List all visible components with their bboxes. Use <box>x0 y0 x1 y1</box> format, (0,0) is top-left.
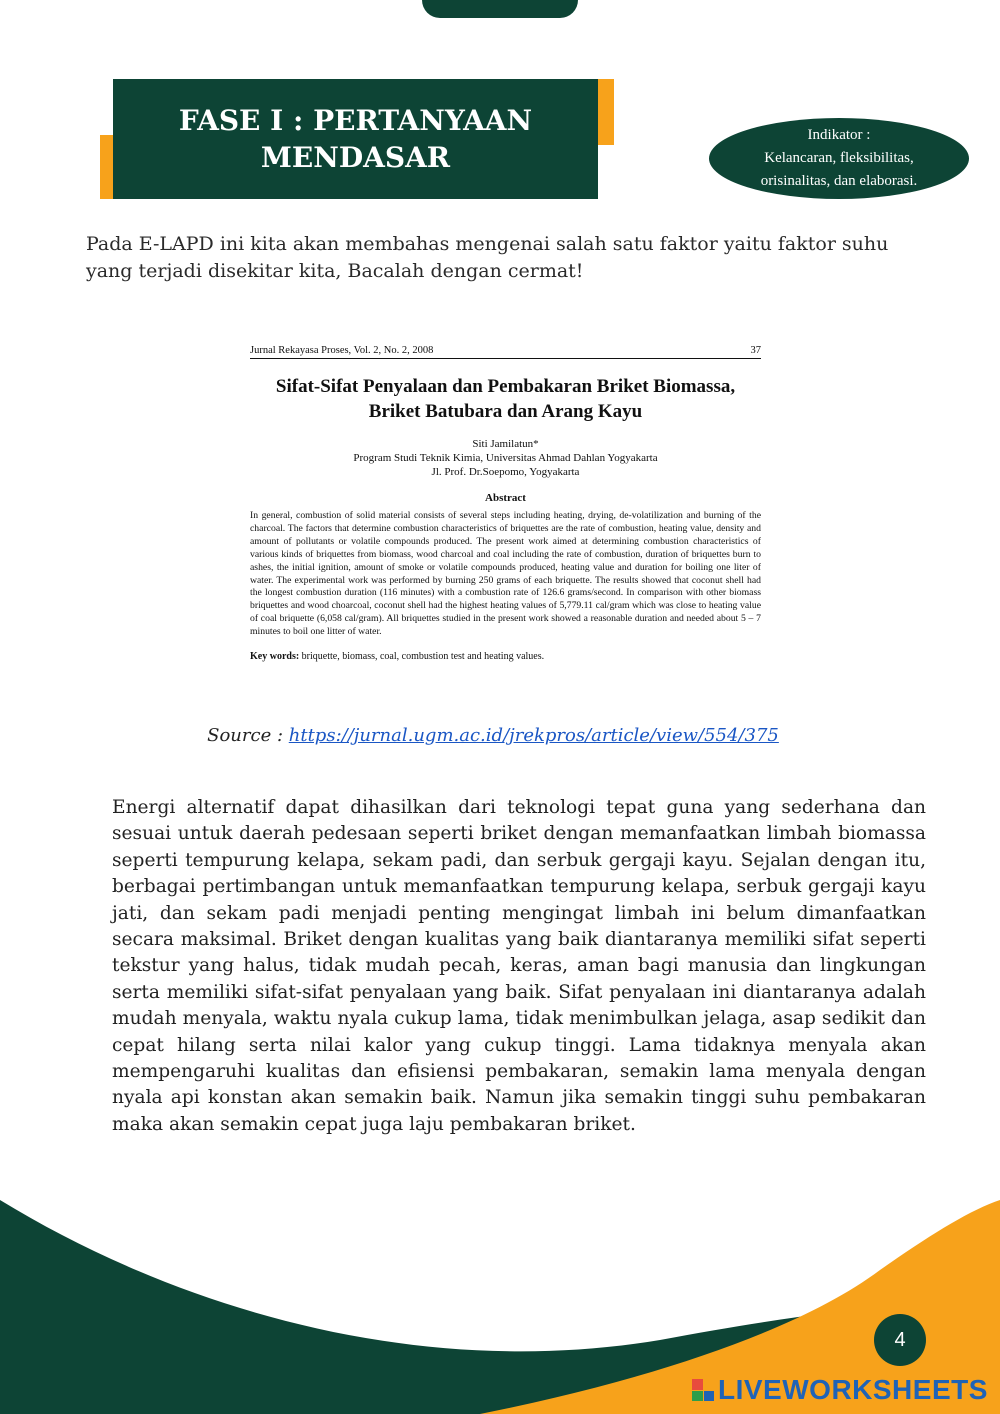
liveworksheets-logo-icon <box>692 1379 714 1401</box>
article-header <box>250 345 761 359</box>
indicator-line-2: orisinalitas, dan elaborasi. <box>760 173 918 189</box>
keywords-text: briquette, biomass, coal, combustion test and heating values. <box>301 651 545 663</box>
journal-article-image <box>250 345 761 681</box>
article-author: Siti Jamilatun* <box>472 438 539 450</box>
source-label: Source : <box>207 725 284 746</box>
journal-page: 37 <box>750 345 761 356</box>
article-address: Jl. Prof. Dr.Soepomo, Yogyakarta <box>431 466 580 478</box>
body-paragraph: Energi alternatif dapat dihasilkan dari teknologi tepat guna yang sederhana dan sesuai untuk daerah pedesaan seperti briket dengan memanfaatkan limbah biomassa seperti tempurung kelapa, sekam padi, dan serbuk gergaji kayu. Sejalan dengan itu, berbagai pertimbangan untuk memanfaatkan tempurung kelapa, serbuk gergaji kayu jati, dan sekam padi menjadi penting mengingat limbah ini belum dimanfaatkan secara maksimal. Briket dengan kualitas yang baik diantaranya memiliki sifat seperti tekstur yang halus, tidak mudah pecah, keras, aman bagi manusia dan lingkungan serta memiliki sifat-sifat penyalaan yang baik. Sifat penyalaan ini diantaranya adalah mudah menyala, waktu nyala cukup lama, tidak menimbulkan jelaga, asap sedikit dan cepat hilang serta nilai kalor yang cukup tinggi. Lama tidaknya menyala akan mempengaruhi kualitas dan efisiensi pembakaran, semakin lama menyala dengan nyala api konstan akan semakin baik. Namun jika semakin tinggi suhu pembakaran maka akan semakin cepat juga laju pembakaran briket. <box>112 797 926 1135</box>
article-keywords <box>250 651 761 662</box>
abstract-text: In general, combustion of solid material consists of several steps including heating, drying, de-volatilization and burning of the charcoal. The factors that determine combustion characteristics of briquettes are the rate of combustion, heating value, density and amount of pollutants or volatile compounds produced. The present work aimed at determining combustion characteristics of various kinds of briquettes from biomass, wood charcoal and coal including the rate of combustion, duration of briquettes burn to ashes, the initial ignition, amount of smoke or volatile compounds produced, heating value and duration for boiling one liter of water. The experimental work was performed by burning 250 grams of each briquette. The results showed that coconut shell had the longest combustion duration (116 minutes) with a combustion rate of 126.6 grams/second. In comparison with other biomass briquettes and wood choarcoal, coconut shell had the highest heating values of 5,779.11 cal/gram which was close to heating value of coal briquette (6,058 cal/gram). All briquettes studied in the present work showed a reasonable duration and needed about 5 – 7 minutes to boil one litter of water. <box>250 510 761 638</box>
indicator-label: Indikator : <box>807 127 871 143</box>
abstract-title: Abstract <box>485 492 526 504</box>
indicator-line-1: Kelancaran, fleksibilitas, <box>764 150 914 166</box>
article-author-block <box>250 437 761 479</box>
source-link[interactable]: https://jurnal.ugm.ac.id/jrekpros/article/view/554/375 <box>288 725 779 746</box>
source-line <box>0 725 986 746</box>
indicator-badge <box>709 118 969 199</box>
phase-title-banner <box>113 79 598 199</box>
article-affiliation: Program Studi Teknik Kimia, Universitas Ahmad Dahlan Yogyakarta <box>353 452 658 464</box>
intro-paragraph: Pada E-LAPD ini kita akan membahas mengenai salah satu faktor yaitu faktor suhu yang terjadi disekitar kita, Bacalah dengan cermat! <box>86 233 889 282</box>
keywords-label: Key words: <box>250 651 300 663</box>
article-title: Sifat-Sifat Penyalaan dan Pembakaran Briket Biomassa, Briket Batubara dan Arang Kayu <box>275 376 736 422</box>
brand-name: LIVEWORKSHEETS <box>718 1374 988 1405</box>
journal-name: Jurnal Rekayasa Proses, Vol. 2, No. 2, 2008 <box>250 345 434 356</box>
top-tab-decoration <box>422 0 578 18</box>
page-number-badge: 4 <box>874 1314 926 1366</box>
phase-title: FASE I : PERTANYAAN MENDASAR <box>178 104 533 174</box>
liveworksheets-brand <box>692 1374 988 1406</box>
